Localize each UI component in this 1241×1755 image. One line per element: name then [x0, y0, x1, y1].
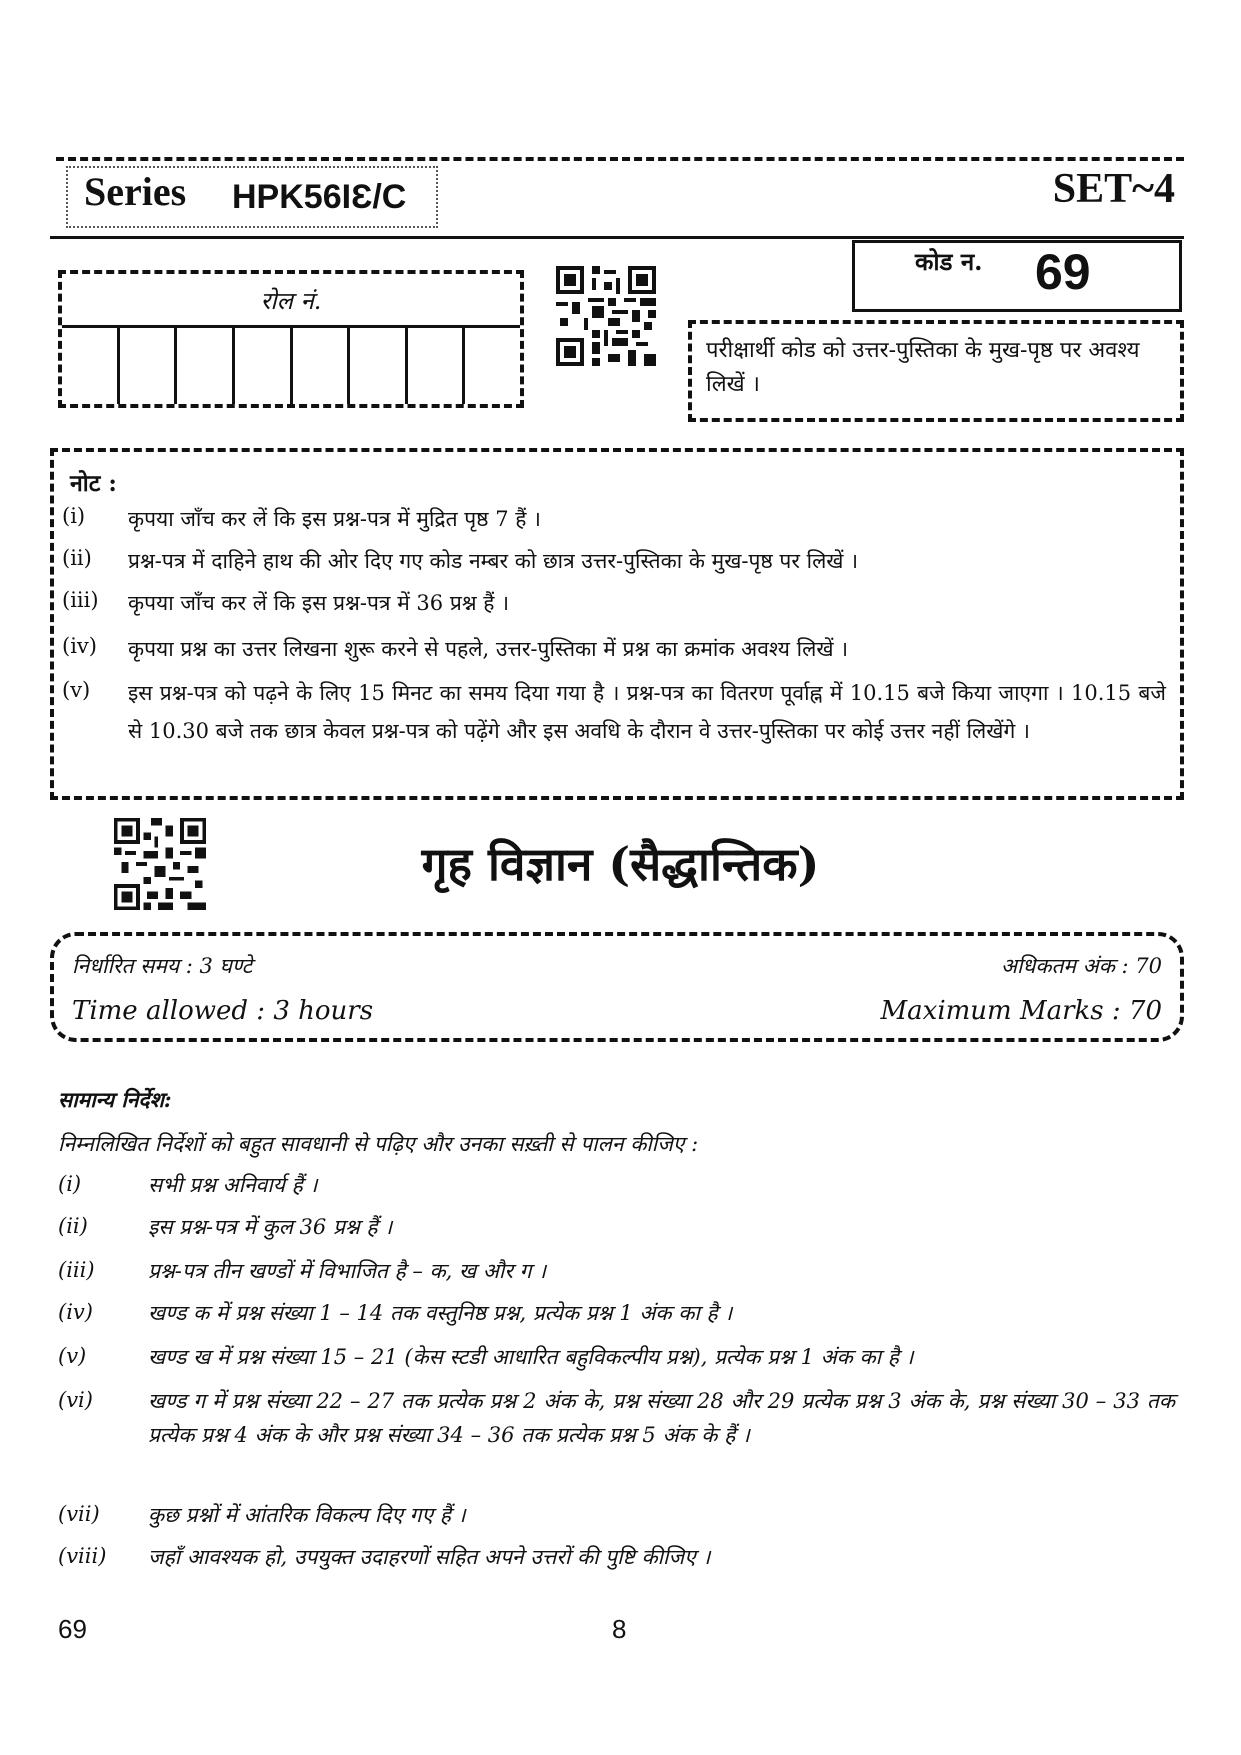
code-label: कोड न.: [915, 247, 983, 276]
note-item-number: (iii): [62, 588, 99, 612]
max-marks-hindi: अधिकतम अंक : 70: [1000, 954, 1162, 978]
max-marks-english: Maximum Marks : 70: [880, 996, 1162, 1026]
instruction-number: (vi): [58, 1388, 93, 1412]
code-number-box: [852, 240, 1182, 312]
roll-cell[interactable]: [465, 328, 520, 404]
roll-number-box: [58, 270, 524, 408]
series-label: Series: [84, 169, 187, 214]
roll-number-label: रोल नं.: [260, 287, 322, 315]
note-item-text: कृपया प्रश्न का उत्तर लिखना शुरू करने से पहले, उत्तर-पुस्तिका में प्रश्न का क्रमांक अवश्य लिखें ।: [128, 637, 849, 661]
note-box: [50, 448, 1184, 800]
roll-number-cells: [62, 325, 520, 404]
note-item-number: (i): [62, 504, 86, 528]
roll-cell[interactable]: [350, 328, 408, 404]
note-title: नोट :: [70, 470, 117, 497]
instruction-number: (viii): [58, 1544, 107, 1568]
instructions-title: सामान्य निर्देश:: [58, 1087, 172, 1112]
series-code: HPK56IƐ/C: [232, 178, 407, 216]
time-marks-box: [50, 932, 1184, 1042]
code-value: 69: [1035, 244, 1091, 300]
roll-cell[interactable]: [62, 328, 120, 404]
note-item-text: कृपया जाँच कर लें कि इस प्रश्न-पत्र में मुद्रित पृष्ठ 7 हैं ।: [128, 507, 542, 531]
instruction-text: सभी प्रश्न अनिवार्य हैं ।: [148, 1173, 318, 1197]
instruction-number: (vii): [58, 1502, 100, 1526]
page-number: 8: [612, 1614, 627, 1644]
roll-cell[interactable]: [408, 328, 466, 404]
instruction-text: खण्ड क में प्रश्न संख्या 1 – 14 तक वस्तुनिष्ठ प्रश्न, प्रत्येक प्रश्न 1 अंक का है ।: [148, 1301, 733, 1325]
set-number: SET~4: [1052, 166, 1175, 212]
roll-cell[interactable]: [235, 328, 293, 404]
qr-code-icon: [556, 266, 656, 366]
examinee-code-note: परीक्षार्थी कोड को उत्तर-पुस्तिका के मुख-पृष्ठ पर अवश्य लिखें ।: [688, 320, 1184, 422]
time-allowed-hindi: निर्धारित समय : 3 घण्टे: [72, 954, 253, 978]
subject-title: गृह विज्ञान (सैद्धान्तिक): [421, 837, 820, 891]
instruction-number: (iv): [58, 1300, 93, 1324]
note-item-number: (ii): [62, 546, 92, 570]
instruction-text: खण्ड ख में प्रश्न संख्या 15 – 21 (केस स्टडी आधारित बहुविकल्पीय प्रश्न), प्रत्येक प्रश्न 1 अंक का है ।: [148, 1345, 914, 1369]
note-item-number: (v): [62, 678, 91, 702]
header-solid-rule: [50, 236, 1184, 239]
instruction-number: (v): [58, 1344, 87, 1368]
footer-code: 69: [58, 1614, 87, 1644]
roll-cell[interactable]: [177, 328, 235, 404]
instruction-number: (iii): [58, 1258, 95, 1282]
instruction-text: कुछ प्रश्नों में आंतरिक विकल्प दिए गए हैं ।: [148, 1503, 466, 1527]
roll-cell[interactable]: [293, 328, 351, 404]
top-dashed-rule: [56, 157, 1184, 161]
instructions-intro: निम्नलिखित निर्देशों को बहुत सावधानी से पढ़िए और उनका सख़्ती से पालन कीजिए :: [58, 1132, 699, 1156]
instruction-text: जहाँ आवश्यक हो, उपयुक्त उदाहरणों सहित अपने उत्तरों की पुष्टि कीजिए ।: [148, 1545, 711, 1569]
instruction-text: इस प्रश्न-पत्र में कुल 36 प्रश्न हैं ।: [148, 1215, 393, 1239]
instruction-text: प्रश्न-पत्र तीन खण्डों में विभाजित है – क, ख और ग ।: [148, 1259, 547, 1283]
roll-cell[interactable]: [120, 328, 178, 404]
instruction-number: (i): [58, 1172, 82, 1196]
note-item-text: इस प्रश्न-पत्र को पढ़ने के लिए 15 मिनट का समय दिया गया है । प्रश्न-पत्र का वितरण पूर्वाह्न में 10.15 बजे किया जाएगा । 10.15 बजे से 10.30 बजे तक छात्र केवल प्रश्न-पत्र को पढ़ेंगे और इस अवधि के दौरान वे उत्तर-पुस्तिका पर कोई उत्तर नहीं लिखेंगे ।: [128, 681, 1166, 743]
note-item-text: कृपया जाँच कर लें कि इस प्रश्न-पत्र में 36 प्रश्न हैं ।: [128, 591, 510, 615]
instruction-text: खण्ड ग में प्रश्न संख्या 22 – 27 तक प्रत्येक प्रश्न 2 अंक के, प्रश्न संख्या 28 और 29 प्रत्येक प्रश्न 3 अंक के, प्रश्न संख्या 30 – 33 तक प्रत्येक प्रश्न 4 अंक के और प्रश्न संख्या 34 – 36 तक प्रत्येक प्रश्न 5 अंक के हैं ।: [148, 1389, 1175, 1447]
time-allowed-english: Time allowed : 3 hours: [72, 996, 374, 1026]
note-item-text: प्रश्न-पत्र में दाहिने हाथ की ओर दिए गए कोड नम्बर को छात्र उत्तर-पुस्तिका के मुख-पृष्ठ पर लिखें ।: [128, 549, 859, 573]
note-item-number: (iv): [62, 634, 97, 658]
instruction-number: (ii): [58, 1214, 88, 1238]
